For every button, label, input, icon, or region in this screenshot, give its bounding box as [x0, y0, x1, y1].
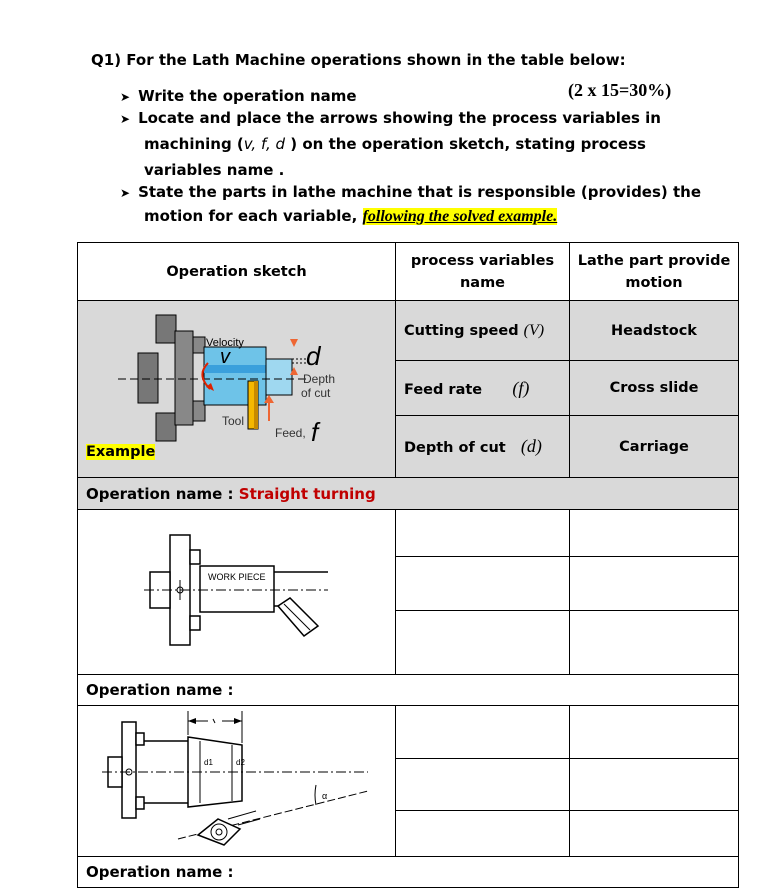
operation-name-value: Straight turning — [238, 484, 376, 503]
op3-variable-cell-3[interactable] — [396, 811, 570, 857]
op3-row-1 — [78, 706, 739, 759]
header-operation-sketch: Operation sketch — [78, 243, 396, 301]
bullet-locate-arrows-line2: machining (v, f, d ) on the operation sketch, stating process — [144, 135, 646, 153]
bullet-locate-arrows: ➤ Locate and place the arrows showing the process variables in — [120, 109, 661, 127]
question-title: Q1) For the Lath Machine operations shown in the table below: — [91, 51, 626, 69]
op2-sketch-cell — [78, 510, 396, 675]
part-cell: Carriage — [570, 416, 739, 478]
bullet-arrow-icon: ➤ — [120, 186, 131, 200]
example-operation-name-row — [78, 478, 739, 510]
op2-operation-name[interactable]: Operation name : — [78, 675, 739, 706]
alpha-label: α — [322, 791, 328, 801]
op2-part-cell-1[interactable] — [570, 510, 739, 557]
bullet-write-name: ➤ Write the operation name — [120, 87, 357, 105]
table-header-row — [78, 243, 739, 301]
depth-label: Depth — [303, 372, 336, 386]
variable-cell: Cutting speed (V) — [396, 301, 570, 361]
op2-part-cell-2[interactable] — [570, 557, 739, 610]
op2-part-cell-3[interactable] — [570, 610, 739, 674]
work-piece-label: WORK PIECE — [208, 572, 266, 582]
header-lathe-part: Lathe part provide motion — [570, 243, 739, 301]
part-cell: Headstock — [570, 301, 739, 361]
highlight-solved-example: following the solved example. — [362, 208, 558, 225]
feed-label: Feed, — [275, 426, 306, 440]
op3-variable-cell-1[interactable] — [396, 706, 570, 759]
op3-part-cell-2[interactable] — [570, 759, 739, 811]
op3-taper-sketch — [78, 707, 394, 855]
op2-turning-sketch — [78, 510, 394, 674]
op3-operation-name-row — [78, 857, 739, 888]
bullet-locate-arrows-line3: variables name . — [144, 161, 285, 179]
bullet-arrow-icon: ➤ — [120, 112, 131, 126]
example-sketch-cell — [78, 301, 396, 478]
op2-operation-name-row — [78, 675, 739, 706]
op3-part-cell-3[interactable] — [570, 811, 739, 857]
example-row-1 — [78, 301, 739, 361]
example-label: Example — [86, 444, 156, 460]
op2-variable-cell-2[interactable] — [396, 557, 570, 610]
bullet-state-parts: ➤ State the parts in lathe machine that is responsible (provides) the — [120, 183, 702, 201]
of-cut-label: of cut — [301, 386, 331, 400]
example-operation-name: Operation name : Straight turning — [78, 478, 739, 510]
variable-cell: Depth of cut (d) — [396, 416, 570, 478]
tool-label: Tool — [222, 414, 245, 428]
op3-part-cell-1[interactable] — [570, 706, 739, 759]
op2-variable-cell-3[interactable] — [396, 610, 570, 674]
bullet-arrow-icon: ➤ — [120, 90, 131, 104]
velocity-label: Velocity — [206, 337, 244, 349]
d2-label: d2 — [236, 758, 245, 767]
op2-variable-cell-1[interactable] — [396, 510, 570, 557]
bullet-state-parts-line2: motion for each variable, following the solved example. — [144, 207, 558, 225]
op3-sketch-cell — [78, 706, 396, 857]
v-symbol: v — [220, 346, 230, 368]
variable-cell: Feed rate (f) — [396, 361, 570, 416]
question-marks: (2 x 15=30%) — [568, 80, 672, 100]
d-symbol: d — [306, 341, 321, 371]
op2-row-1 — [78, 510, 739, 557]
header-process-variables: process variables name — [396, 243, 570, 301]
f-symbol: f — [311, 417, 319, 447]
part-cell: Cross slide — [570, 361, 739, 416]
operations-table — [77, 242, 739, 888]
op3-operation-name[interactable]: Operation name : — [78, 857, 739, 888]
d1-label: d1 — [204, 758, 213, 767]
op3-variable-cell-2[interactable] — [396, 759, 570, 811]
